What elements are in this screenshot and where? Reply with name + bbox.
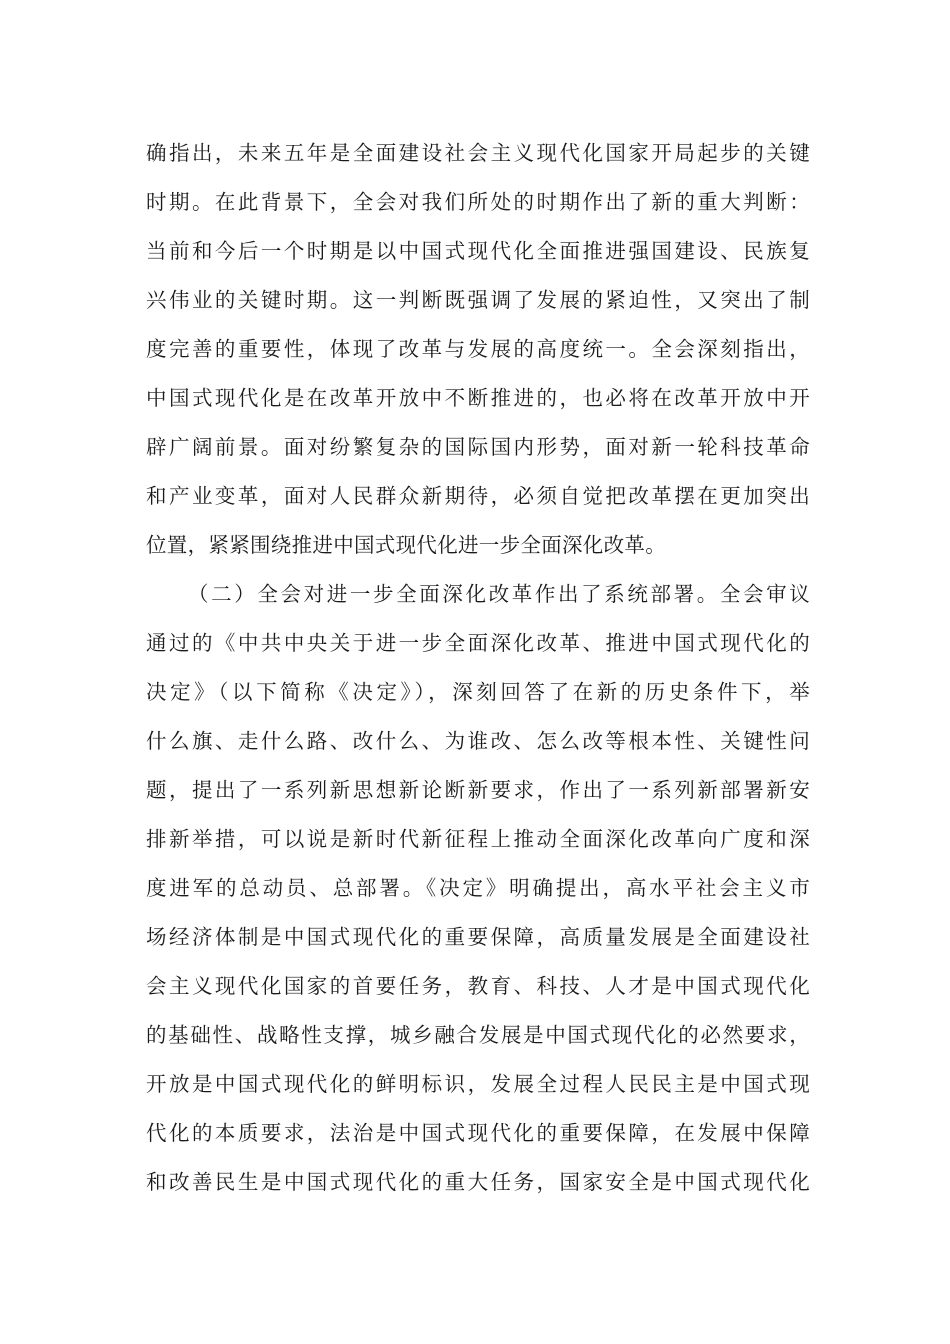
text-line: 兴伟业的关键时期。这一判断既强调了发展的紧迫性，又突出了制 — [146, 288, 810, 312]
text-line: 会主义现代化国家的首要任务，教育、科技、人才是中国式现代化 — [146, 974, 810, 998]
text-line: 场经济体制是中国式现代化的重要保障，高质量发展是全面建设社 — [146, 925, 810, 949]
text-line: 和产业变革，面对人民群众新期待，必须自觉把改革摆在更加突出 — [146, 484, 810, 508]
section-heading-line: （二）全会对进一步全面深化改革作出了系统部署。全会审议 — [188, 582, 810, 606]
text-line: 题，提出了一系列新思想新论断新要求，作出了一系列新部署新安 — [146, 778, 810, 802]
text-line: 排新举措，可以说是新时代新征程上推动全面深化改革向广度和深 — [146, 827, 810, 851]
paragraph-end-line: 位置，紧紧围绕推进中国式现代化进一步全面深化改革。 — [146, 533, 666, 557]
text-line: 辟广阔前景。面对纷繁复杂的国际国内形势，面对新一轮科技革命 — [146, 435, 810, 459]
text-line: 时期。在此背景下，全会对我们所处的时期作出了新的重大判断： — [146, 190, 810, 214]
text-line: 度完善的重要性，体现了改革与发展的高度统一。全会深刻指出， — [146, 337, 810, 361]
text-line: 当前和今后一个时期是以中国式现代化全面推进强国建设、民族复 — [146, 239, 810, 263]
text-line: 代化的本质要求，法治是中国式现代化的重要保障，在发展中保障 — [146, 1121, 810, 1145]
text-line: 中国式现代化是在改革开放中不断推进的，也必将在改革开放中开 — [146, 386, 810, 410]
text-line: 的基础性、战略性支撑，城乡融合发展是中国式现代化的必然要求， — [146, 1023, 810, 1047]
text-line: 开放是中国式现代化的鲜明标识，发展全过程人民民主是中国式现 — [146, 1072, 810, 1096]
body-text — [146, 129, 810, 1207]
text-line: 度进军的总动员、总部署。《决定》明确提出，高水平社会主义市 — [146, 876, 810, 900]
text-line: 什么旗、走什么路、改什么、为谁改、怎么改等根本性、关键性问 — [146, 729, 810, 753]
text-line: 和改善民生是中国式现代化的重大任务，国家安全是中国式现代化 — [146, 1170, 810, 1194]
text-line: 通过的《中共中央关于进一步全面深化改革、推进中国式现代化的 — [146, 631, 810, 655]
text-line: 确指出，未来五年是全面建设社会主义现代化国家开局起步的关键 — [146, 141, 810, 165]
text-line: 决定》（以下简称《决定》），深刻回答了在新的历史条件下，举 — [146, 680, 810, 704]
